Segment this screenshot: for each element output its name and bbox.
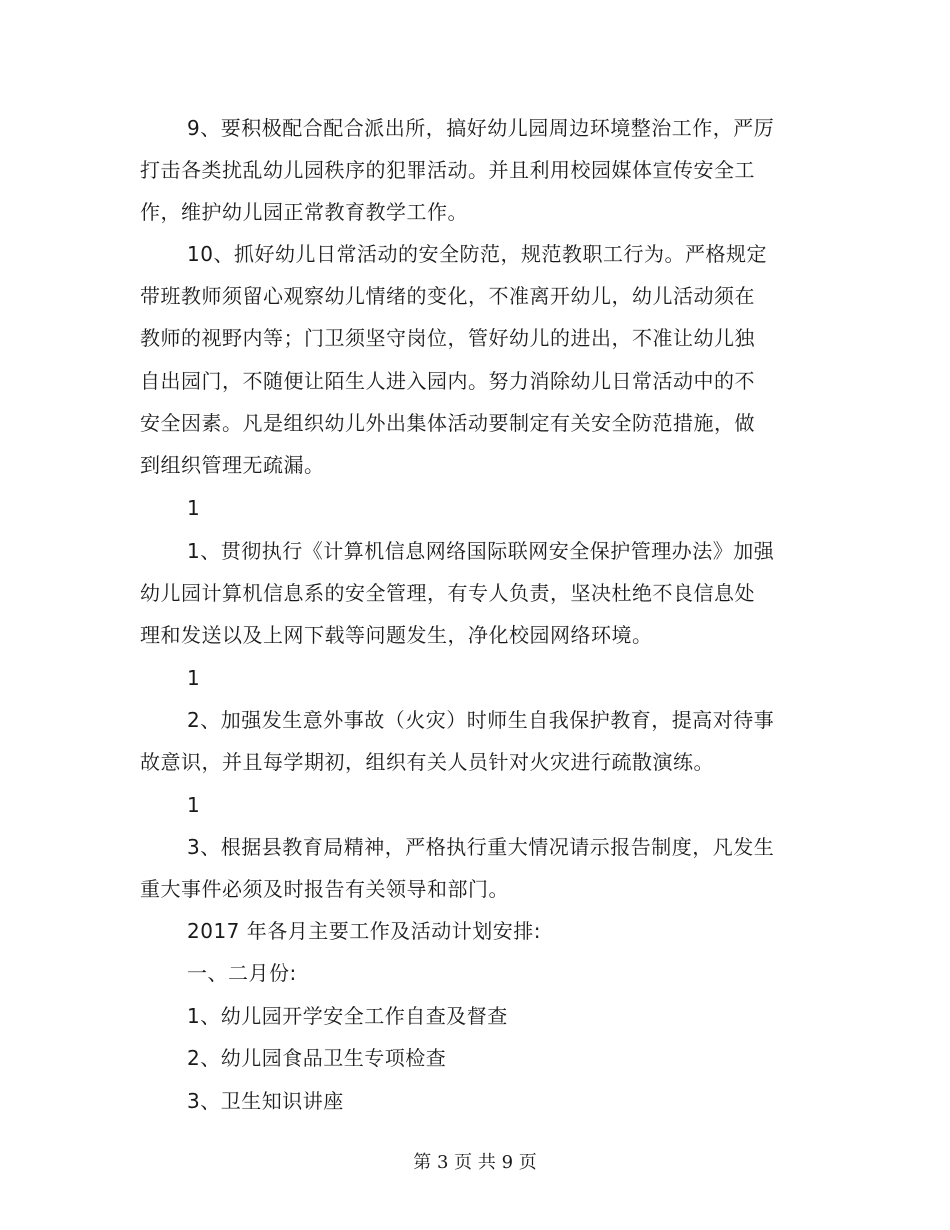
paragraph-10-line-3: 教师的视野内等；门卫须坚守岗位，管好幼儿的进出，不准让幼儿独 [140, 326, 755, 350]
paragraph-10-line-2: 带班教师须留心观察幼儿情绪的变化，不准离开幼儿，幼儿活动须在 [140, 284, 755, 308]
paragraph-10-line-4: 自出园门，不随便让陌生人进入园内。努力消除幼儿日常活动中的不 [140, 369, 755, 393]
paragraph-10-line-1: 10、抓好幼儿日常活动的安全防范，规范教职工行为。严格规定 [187, 242, 767, 266]
item-3-line-2: 重大事件必须及时报告有关领导和部门。 [140, 877, 509, 901]
page-number-footer: 第 3 页 共 9 页 [413, 1152, 537, 1173]
section-number: 1 [187, 793, 201, 817]
plan-item-2: 2、幼儿园食品卫生专项检查 [187, 1046, 447, 1070]
item-1-line-2: 幼儿园计算机信息系的安全管理，有专人负责，坚决杜绝不良信息处 [140, 581, 755, 605]
item-2-line-2: 故意识，并且每学期初，组织有关人员针对火灾进行疏散演练。 [140, 750, 714, 774]
paragraph-10-line-5: 安全因素。凡是组织幼儿外出集体活动要制定有关安全防范措施，做 [140, 411, 755, 435]
month-heading: 一、二月份: [187, 961, 297, 985]
plan-heading: 2017 年各月主要工作及活动计划安排: [187, 919, 541, 943]
item-1-line-1: 1、贯彻执行《计算机信息网络国际联网安全保护管理办法》加强 [187, 539, 775, 563]
item-1-line-3: 理和发送以及上网下载等问题发生，净化校园网络环境。 [140, 623, 653, 647]
paragraph-9-line-1: 9、要积极配合配合派出所，搞好幼儿园周边环境整治工作，严厉 [187, 116, 775, 140]
paragraph-9-line-2: 打击各类扰乱幼儿园秩序的犯罪活动。并且利用校园媒体宣传安全工 [140, 158, 755, 182]
paragraph-10-line-6: 到组织管理无疏漏。 [140, 453, 325, 477]
section-number: 1 [187, 496, 201, 520]
plan-item-1: 1、幼儿园开学安全工作自查及督查 [187, 1004, 508, 1028]
section-number: 1 [187, 666, 201, 690]
item-2-line-1: 2、加强发生意外事故（火灾）时师生自我保护教育，提高对待事 [187, 708, 775, 732]
plan-item-3: 3、卫生知识讲座 [187, 1089, 344, 1113]
paragraph-9-line-3: 作，维护幼儿园正常教育教学工作。 [140, 200, 468, 224]
item-3-line-1: 3、根据县教育局精神，严格执行重大情况请示报告制度，凡发生 [187, 835, 775, 859]
